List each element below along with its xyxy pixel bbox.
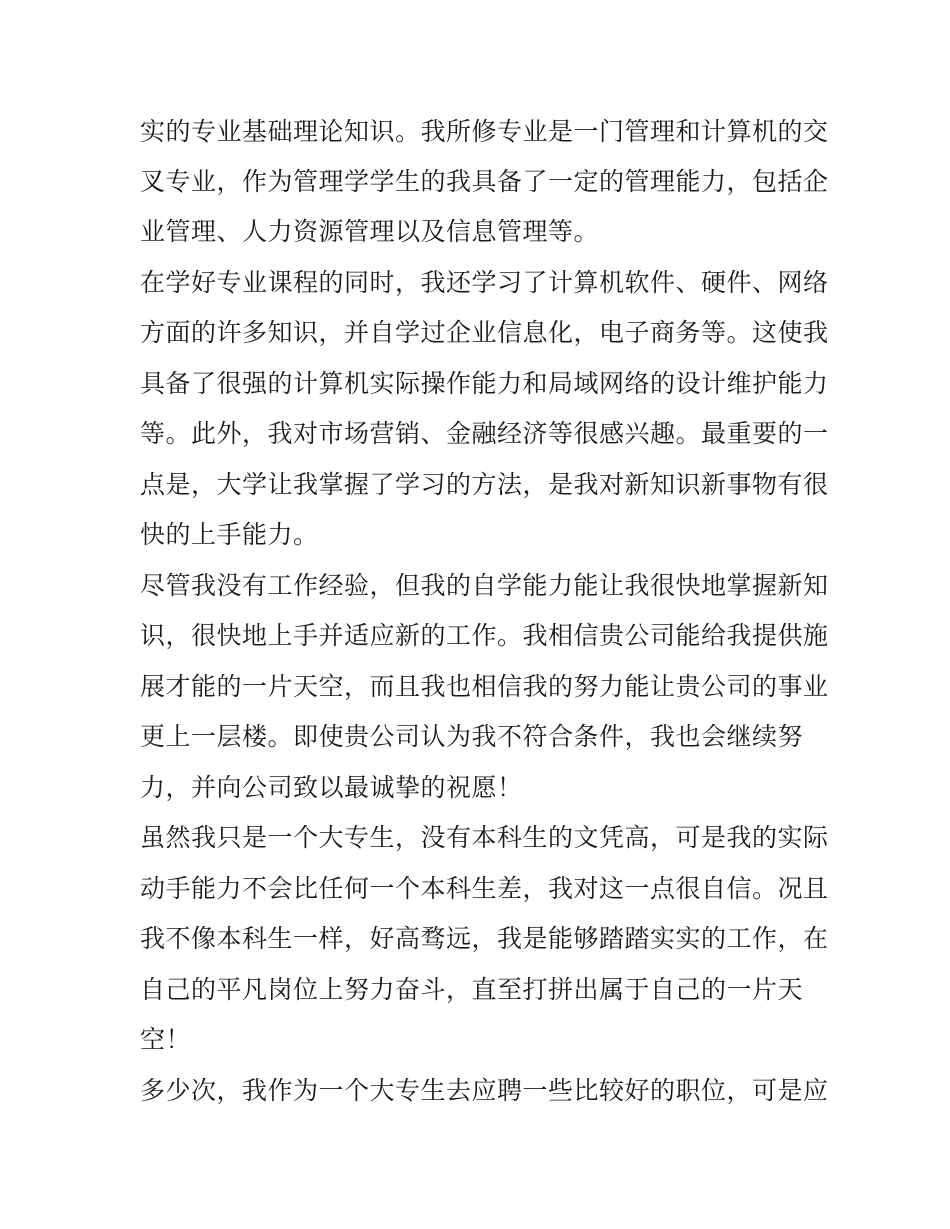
text-line: 展才能的一片天空，而且我也相信我的努力能让贵公司的事业: [140, 672, 829, 701]
text-line: 实的专业基础理论知识。我所修专业是一门管理和计算机的交: [140, 117, 829, 146]
text-line: 力，并向公司致以最诚挚的祝愿！: [140, 773, 523, 802]
text-line: 具备了很强的计算机实际操作能力和局域网络的设计维护能力: [140, 369, 829, 398]
text-line: 我不像本科生一样，好高骛远，我是能够踏踏实实的工作，在: [140, 924, 829, 953]
text-line: 空！: [140, 1025, 192, 1054]
text-line: 尽管我没有工作经验，但我的自学能力能让我很快地掌握新知: [140, 571, 829, 600]
text-line: 点是，大学让我掌握了学习的方法，是我对新知识新事物有很: [140, 470, 829, 499]
text-line: 业管理、人力资源管理以及信息管理等。: [140, 217, 600, 246]
text-line: 更上一层楼。即使贵公司认为我不符合条件，我也会继续努: [140, 722, 804, 751]
text-line: 等。此外，我对市场营销、金融经济等很感兴趣。最重要的一: [140, 419, 829, 448]
text-line: 虽然我只是一个大专生，没有本科生的文凭高，可是我的实际: [140, 823, 829, 852]
text-line: 在学好专业课程的同时，我还学习了计算机软件、硬件、网络: [140, 268, 829, 297]
text-line: 快的上手能力。: [140, 520, 319, 549]
text-line: 动手能力不会比任何一个本科生差，我对这一点很自信。况且: [140, 874, 829, 903]
text-line: 叉专业，作为管理学学生的我具备了一定的管理能力，包括企: [140, 167, 829, 196]
text-line: 方面的许多知识，并自学过企业信息化，电子商务等。这使我: [140, 318, 829, 347]
text-line: 自己的平凡岗位上努力奋斗，直至打拼出属于自己的一片天: [140, 975, 804, 1004]
text-line: 多少次，我作为一个大专生去应聘一些比较好的职位，可是应: [140, 1076, 829, 1105]
text-line: 识，很快地上手并适应新的工作。我相信贵公司能给我提供施: [140, 621, 829, 650]
